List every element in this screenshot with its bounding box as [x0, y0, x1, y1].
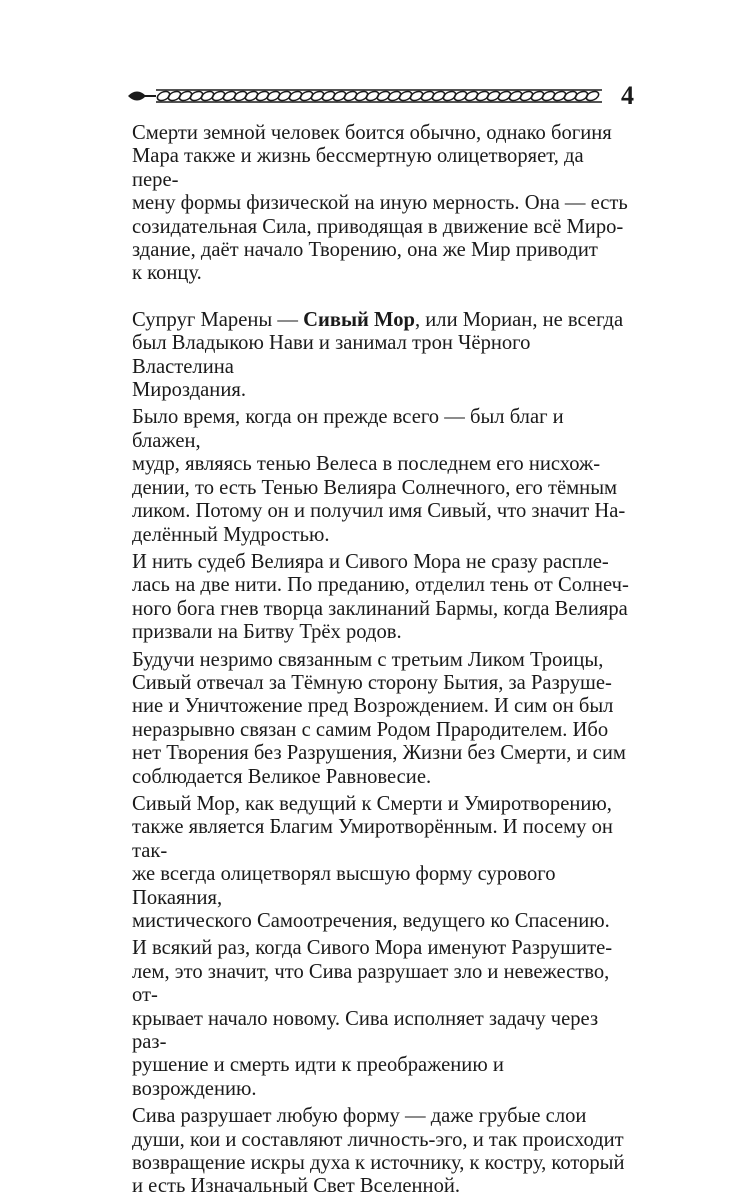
- braided-rope-ornament-icon: [126, 88, 602, 104]
- paragraph-text: Супруг Марены —: [132, 308, 304, 331]
- paragraph: [132, 309, 630, 403]
- page-header: [126, 78, 634, 114]
- emphasized-name: Сивый Мор: [303, 308, 415, 331]
- paragraph: Сива разрушает любую форму — даже грубые слои души, кои и составляют личность-эго, и так происходит возвращение искры духа к источнику, к костру, который и есть Изначальный Свет Вселенной.: [132, 1105, 625, 1198]
- page-number: 4: [621, 81, 634, 110]
- paragraph: Сивый Мор, как ведущий к Смерти и Умиротворению, также является Благим Умиротворённым. И посему он так- же всегда олицетворял высшую форму сурового Покаяния, мистического Самоотречения, ведущего ко Спасению.: [132, 792, 613, 932]
- paragraph: Было время, когда он прежде всего — был благ и блажен, мудр, являясь тенью Велеса в последнем его нисхож- дении, то есть Тенью Велияра Солнечного, его тёмным ликом. Потому он и получил имя Сивый, что значит На- делённый Мудростью.: [132, 406, 626, 546]
- paragraph: Будучи незримо связанным с третьим Ликом Троицы, Сивый отвечал за Тёмную сторону Бытия, за Разруше- ние и Уничтожение пред Возрождением. И сим он был неразрывно связан с самим Родом Прародителем. Ибо нет Творения без Разрушения, Жизни без Смерти, и сим соблюдается Великое Равновесие.: [132, 648, 626, 788]
- body-text: [132, 122, 630, 1199]
- paragraph: И всякий раз, когда Сивого Мора именуют Разрушите- лем, это значит, что Сива разрушает зло и невежество, от- крывает начало новому. Сива исполняет задачу через раз- рушение и смерть идти к преображению и возрождению.: [132, 937, 613, 1100]
- paragraph: И нить судеб Велияра и Сивого Мора не сразу распле- лась на две нити. По преданию, отделил тень от Солнеч- ного бога гнев творца заклинаний Бармы, когда Велияра призвали на Битву Трёх родов.: [132, 550, 629, 644]
- paragraph: Смерти земной человек боится обычно, однако богиня Мара также и жизнь бессмертную олицетворяет, да пере- мену формы физической на иную мерность. Она — есть созидательная Сила, приводящая в движение всё Миро- здание, даёт начало Творению, она же Мир приводит к концу.: [132, 122, 628, 285]
- paragraph-text: , или Мориан, не всегда был Владыкою Нави и занимал трон Чёрного Властелина Мироздания.: [132, 308, 624, 402]
